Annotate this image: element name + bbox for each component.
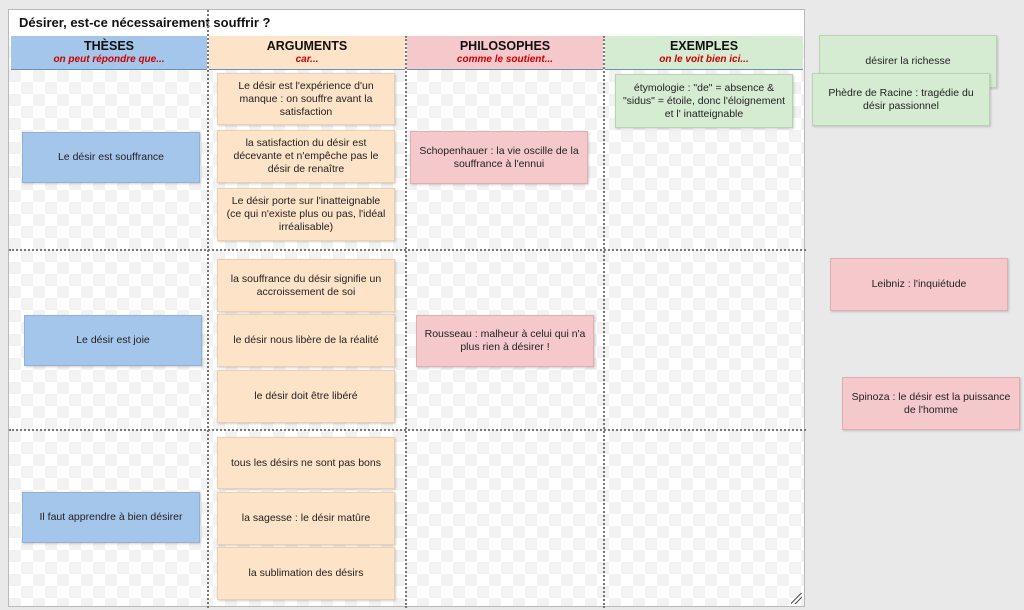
board-title: Désirer, est-ce nécessairement souffrir ?	[19, 15, 271, 30]
board-title-bar	[9, 10, 804, 36]
philosopher-card[interactable]: Rousseau : malheur à celui qui n'a plus rien à désirer !	[416, 315, 594, 367]
column-sublabel: car...	[295, 54, 319, 65]
argument-card[interactable]: la sagesse : le désir matûre	[217, 492, 395, 545]
philosopher-card[interactable]: Schopenhauer : la vie oscille de la souffrance à l'ennui	[410, 131, 588, 184]
row-divider	[9, 429, 806, 431]
column-header-exemples	[605, 36, 803, 70]
column-header-philosophes	[407, 36, 603, 70]
resize-handle-icon[interactable]	[791, 593, 802, 604]
argument-card[interactable]: la souffrance du désir signifie un accroissement de soi	[217, 259, 395, 312]
column-label: THÈSES	[83, 39, 134, 53]
column-label: EXEMPLES	[669, 39, 739, 53]
argument-card[interactable]: Le désir porte sur l'inatteignable (ce qui n'existe plus ou pas, l'idéal irréalisable)	[217, 188, 395, 241]
column-divider	[603, 36, 605, 608]
board-canvas[interactable]	[8, 9, 805, 607]
argument-card[interactable]: la sublimation des désirs	[217, 547, 395, 600]
argument-card[interactable]: le désir nous libère de la réalité	[217, 314, 395, 367]
argument-card[interactable]: la satisfaction du désir est décevante et n'empêche pas le désir de renaître	[217, 130, 395, 183]
column-header-arguments	[209, 36, 405, 70]
column-divider	[405, 36, 407, 608]
loose-philosopher-card[interactable]: Leibniz : l'inquiétude	[830, 258, 1008, 311]
column-sublabel: comme le soutient...	[456, 54, 554, 65]
example-card[interactable]: étymologie : "de" = absence & "sidus" = étoile, donc l'éloignement et l' inatteignable	[615, 74, 793, 128]
argument-card[interactable]: tous les désirs ne sont pas bons	[217, 437, 395, 489]
argument-card[interactable]: le désir doit être libéré	[217, 370, 395, 423]
thesis-card[interactable]: Il faut apprendre à bien désirer	[22, 492, 200, 543]
loose-example-card[interactable]: désirer la richesse	[819, 35, 997, 88]
column-label: PHILOSOPHES	[459, 39, 551, 53]
row-divider	[9, 249, 806, 251]
column-label: ARGUMENTS	[266, 39, 348, 53]
thesis-card[interactable]: Le désir est souffrance	[22, 132, 200, 183]
column-divider	[207, 10, 209, 608]
thesis-card[interactable]: Le désir est joie	[24, 315, 202, 366]
loose-example-card[interactable]: Phèdre de Racine : tragédie du désir passionnel	[812, 73, 990, 126]
column-sublabel: on peut répondre que...	[53, 54, 165, 65]
argument-card[interactable]: Le désir est l'expérience d'un manque : on souffre avant la satisfaction	[217, 73, 395, 125]
column-header-theses	[11, 36, 207, 70]
column-sublabel: on le voit bien ici...	[659, 54, 749, 65]
loose-philosopher-card[interactable]: Spinoza : le désir est la puissance de l'homme	[842, 377, 1020, 430]
